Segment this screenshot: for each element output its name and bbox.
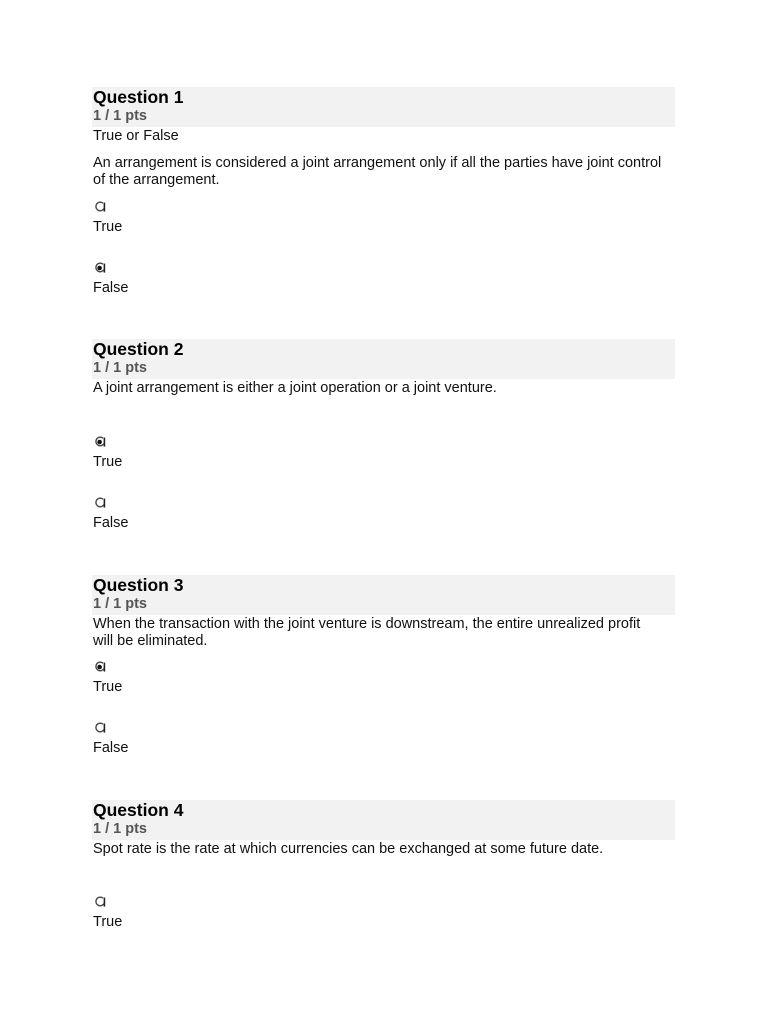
- question-1-option-2-label: False: [93, 280, 129, 296]
- question-3-title: Question 3: [93, 575, 184, 595]
- question-2-header: [92, 339, 675, 379]
- question-1-type-label: True or False: [93, 128, 179, 144]
- question-1-title: Question 1: [93, 87, 184, 107]
- question-3-option-1-label: True: [93, 679, 123, 695]
- question-2-prompt: A joint arrangement is either a joint operation or a joint venture.: [93, 380, 497, 396]
- question-3-option-2-label: False: [93, 740, 129, 756]
- question-1-option-1-radio[interactable]: [94, 201, 106, 213]
- question-4-points: 1 / 1 pts: [93, 821, 147, 837]
- question-1-prompt: An arrangement is considered a joint arrangement only if all the parties have joint control of the arrangement.: [93, 155, 662, 188]
- question-4-header: [92, 800, 675, 840]
- question-2-points: 1 / 1 pts: [93, 360, 147, 376]
- question-3-option-1-radio[interactable]: [94, 661, 106, 673]
- question-2-option-1-radio[interactable]: [94, 436, 106, 448]
- question-1-points: 1 / 1 pts: [93, 108, 147, 124]
- question-4-option-1-radio[interactable]: [94, 896, 106, 908]
- question-1-option-2-radio[interactable]: [94, 262, 106, 274]
- question-2-option-2-label: False: [93, 515, 129, 531]
- question-3-points: 1 / 1 pts: [93, 596, 147, 612]
- question-2-title: Question 2: [93, 339, 184, 359]
- question-3-header: [92, 575, 675, 615]
- question-4-prompt: Spot rate is the rate at which currencies can be exchanged at some future date.: [93, 841, 604, 857]
- question-4-title: Question 4: [93, 800, 184, 820]
- question-2-option-1-label: True: [93, 454, 123, 470]
- question-3-option-2-radio[interactable]: [94, 722, 106, 734]
- question-3-prompt: When the transaction with the joint venture is downstream, the entire unrealized profit will be eliminated.: [93, 616, 641, 649]
- question-4-option-1-label: True: [93, 914, 123, 930]
- question-1-option-1-label: True: [93, 219, 123, 235]
- question-1-header: [92, 87, 675, 127]
- question-2-option-2-radio[interactable]: [94, 497, 106, 509]
